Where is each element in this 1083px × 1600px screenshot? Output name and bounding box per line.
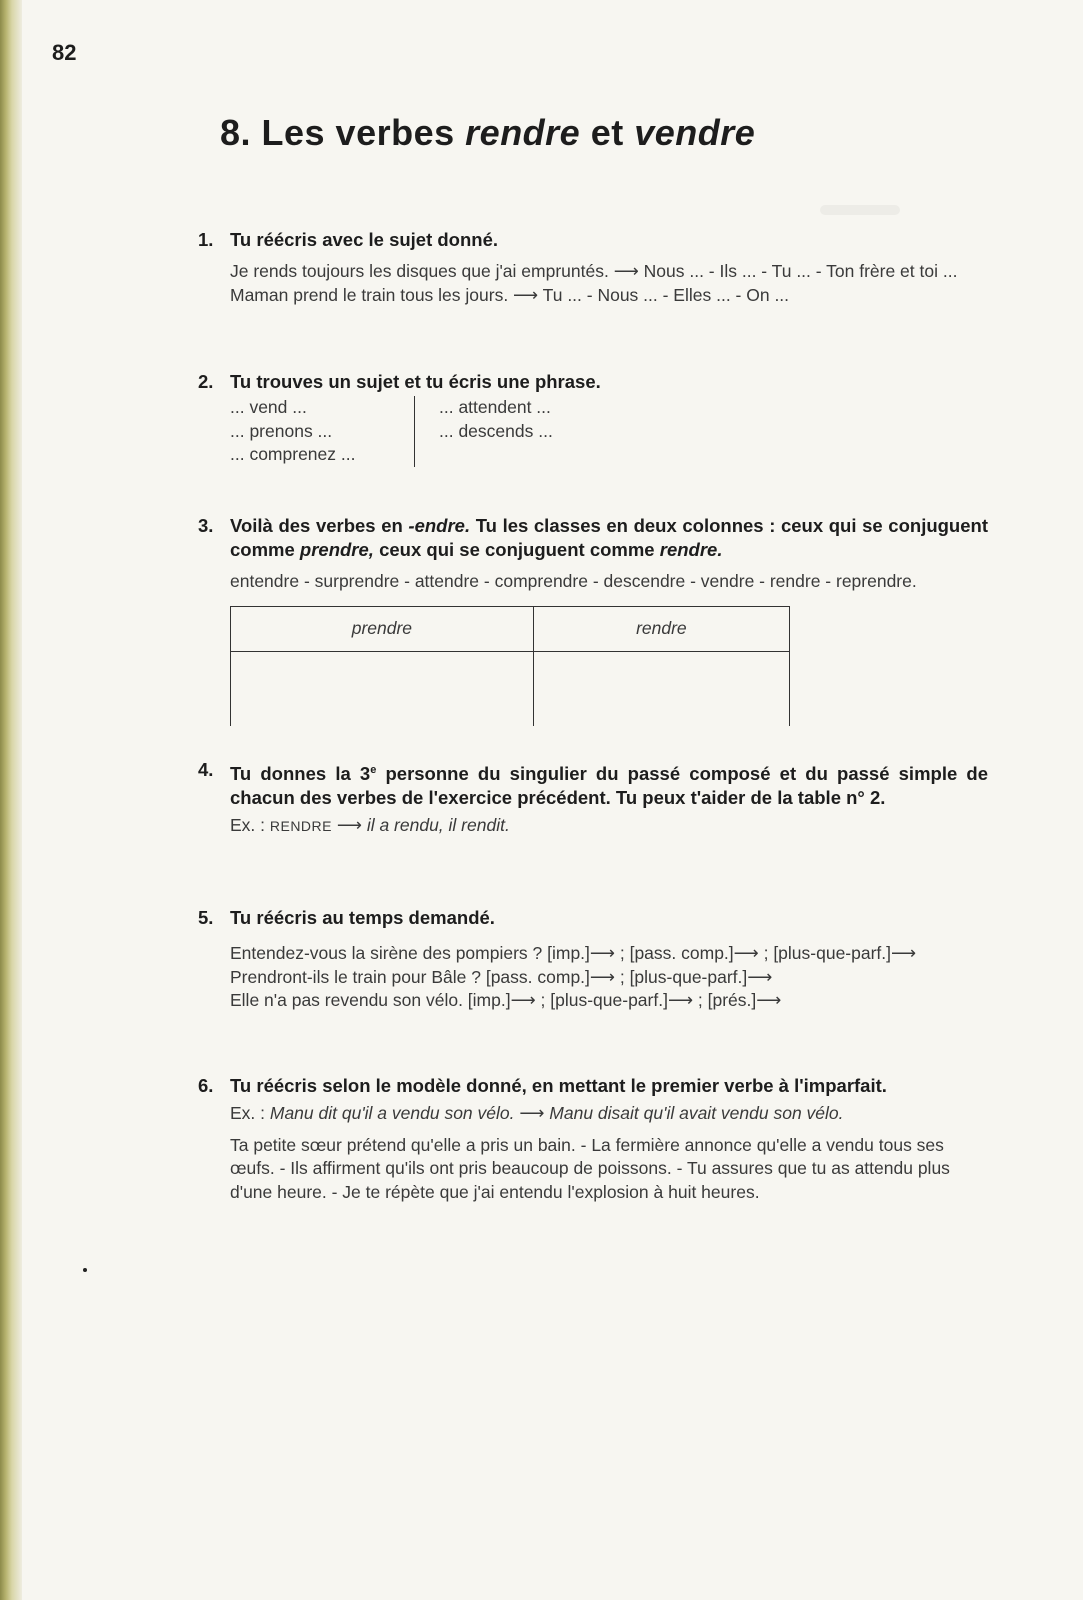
book-spine-edge xyxy=(0,0,22,1600)
exercise-number: 1. xyxy=(198,229,214,250)
exercise-2-header xyxy=(198,370,988,394)
exercise-2-columns xyxy=(230,396,988,467)
example-verb: RENDRE xyxy=(269,818,332,835)
exercise-line: Elle n'a pas revendu son vélo. [imp.]⟶ ; [plus-que-parf.]⟶ ; [prés.]⟶ xyxy=(230,990,782,1010)
prompt-item: ... vend ... xyxy=(230,397,307,417)
right-column xyxy=(415,396,553,467)
exercise-6-example xyxy=(230,1102,988,1126)
exercise-line: Entendez-vous la sirène des pompiers ? [imp.]⟶ ; [pass. comp.]⟶ ; [plus-que-parf.]⟶ xyxy=(230,943,917,963)
exercise-6 xyxy=(198,1074,988,1204)
instr-part: personne du singulier du passé composé et du passé simple de chacun des verbes de l'exercice précédent. Tu peux t'aider de la table n° 2. xyxy=(230,763,988,809)
exercise-line: Maman prend le train tous les jours. ⟶ Tu ... - Nous ... - Elles ... - On ... xyxy=(230,284,790,305)
exercise-5-header xyxy=(198,906,988,930)
print-smudge xyxy=(820,205,900,215)
instr-part: Voilà des verbes en xyxy=(230,515,409,536)
exercise-4-example xyxy=(230,814,988,839)
exercise-5-text xyxy=(230,942,988,1013)
page-number: 82 xyxy=(52,40,77,65)
title-mid: et xyxy=(580,112,635,153)
exercise-6-header xyxy=(198,1074,988,1098)
classification-table xyxy=(230,606,790,726)
title-prefix: 8. Les verbes xyxy=(220,112,466,153)
table-header-rendre: rendre xyxy=(533,606,789,651)
instr-part: Tu les classes en deux colonnes : ceux qui se conjuguent comme xyxy=(230,515,988,560)
exercise-2 xyxy=(198,370,988,467)
exercise-instruction: Tu réécris au temps demandé. xyxy=(230,907,495,928)
exercise-1 xyxy=(198,228,988,307)
example-result: Manu disait qu'il avait vendu son vélo. xyxy=(549,1103,844,1123)
instr-italic: prendre, xyxy=(299,539,374,560)
exercise-1-header xyxy=(198,228,988,252)
instr-part: ceux qui se conjuguent comme xyxy=(373,539,660,560)
prompt-item: ... attendent ... xyxy=(439,397,551,417)
exercise-line: Je rends toujours les disques que j'ai empruntés. ⟶ Nous ... - Ils ... - Tu ... - Ton frère et toi ... xyxy=(230,261,958,281)
exercise-number: 2. xyxy=(198,371,214,392)
example-prefix: Ex. : xyxy=(230,1103,270,1123)
exercise-3-verb-list: entendre - surprendre - attendre - comprendre - descendre - vendre - rendre - reprendre. xyxy=(230,571,917,591)
prompt-item: ... descends ... xyxy=(439,420,553,441)
left-column xyxy=(230,396,415,467)
page-title xyxy=(220,112,755,154)
exercise-line: Prendront-ils le train pour Bâle ? [pass. comp.]⟶ ; [plus-que-parf.]⟶ xyxy=(230,966,773,987)
exercise-6-text: Ta petite sœur prétend qu'elle a pris un bain. - La fermière annonce qu'elle a vendu tous ses œufs. - Ils affirment qu'ils ont pris beaucoup de poissons. - Tu assures que tu as attendu plus d'une heure. - Je te répète que j'ai entendu l'explosion à huit heures. xyxy=(230,1134,950,1202)
example-prefix: Ex. : xyxy=(230,815,270,836)
table-cell xyxy=(533,651,789,726)
exercise-3-header xyxy=(198,514,988,562)
arrow: ⟶ xyxy=(332,815,367,836)
exercise-number: 3. xyxy=(198,515,214,536)
instr-part: Tu donnes la 3 xyxy=(230,763,371,785)
exercise-instruction: Tu trouves un sujet et tu écris une phrase. xyxy=(230,371,601,392)
arrow: ⟶ xyxy=(514,1103,550,1123)
example-source: Manu dit qu'il a vendu son vélo. xyxy=(269,1103,515,1123)
table-header-prendre: prendre xyxy=(231,606,534,651)
exercise-number: 6. xyxy=(198,1075,214,1096)
instr-italic: rendre. xyxy=(659,539,723,560)
instr-superscript: e xyxy=(370,764,377,776)
example-result: il a rendu, il rendit. xyxy=(366,815,510,836)
prompt-item: ... prenons ... xyxy=(230,420,333,441)
exercise-3 xyxy=(198,514,988,726)
exercise-4 xyxy=(198,758,988,839)
exercise-instruction xyxy=(230,514,988,562)
table-cell xyxy=(231,651,534,726)
title-word-vendre: vendre xyxy=(634,112,756,153)
exercise-1-text xyxy=(230,260,988,307)
exercise-5 xyxy=(198,906,988,1013)
exercise-number: 5. xyxy=(198,907,214,928)
exercise-instruction xyxy=(230,758,988,810)
exercise-number: 4. xyxy=(198,759,214,780)
exercise-instruction: Tu réécris selon le modèle donné, en mettant le premier verbe à l'imparfait. xyxy=(230,1075,887,1096)
exercise-instruction: Tu réécris avec le sujet donné. xyxy=(230,229,499,250)
ink-dot xyxy=(83,1268,87,1272)
exercise-4-header xyxy=(198,758,988,810)
instr-italic: -endre. xyxy=(408,515,471,536)
title-word-rendre: rendre xyxy=(465,112,581,153)
prompt-item: ... comprenez ... xyxy=(230,444,356,464)
